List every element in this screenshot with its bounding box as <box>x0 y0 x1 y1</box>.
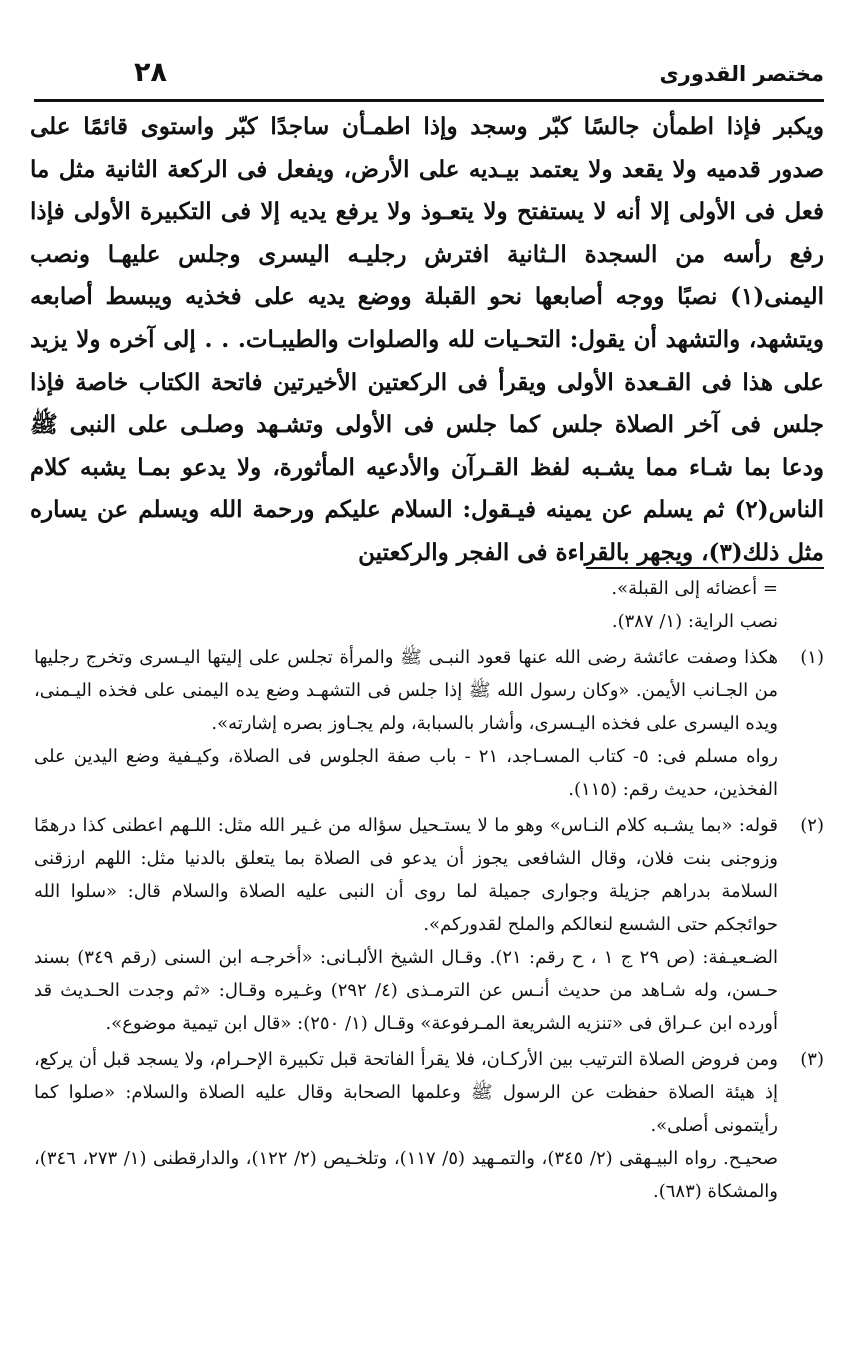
page-header <box>34 46 824 102</box>
header-rule <box>34 99 824 102</box>
footnote-1 <box>34 641 824 806</box>
running-title: مختصر القدورى <box>659 62 824 86</box>
footnote-2 <box>34 809 824 1040</box>
footnote-continuation-line: = أعضائه إلى القبلة». <box>611 578 778 599</box>
footnote-marker: (٣) <box>800 1049 824 1070</box>
main-paragraph: ويكبر فإذا اطمأن جالسًا كبّر وسجد وإذا اطمـأن ساجدًا كبّر واستوى قائمًا على صدور قدميه ولا يقعد ولا يعتمد بيـديه على الأرض، ويفعل فى الركعة الثانية مثل ما فعل فى الأولى إلا أنه لا يستفتح ولا يتعـوذ ولا يرفع يديه إلا فى التكبيرة الأولى فإذا رفع رأسه من السجدة الـثانية افترش رجليـه اليسرى وجلس عليهـا ونصب اليمنى(١) نصبًا ووجه أصابعها نحو القبلة ووضع يديه على فخذيه ويبسط أصابعه ويتشهد، والتشهد أن يقول: التحـيات لله والصلوات والطيبـات. . . إلى آخره ولا يزيد على هذا فى القـعدة الأولى ويقرأ فى الركعتين الأخيرتين فاتحة الكتاب خاصة فإذا جلس فى آخر الصلاة جلس كما جلس فى الأولى وتشـهد وصلـى على النبى ﷺ ودعا بما شـاء مما يشـبه لفظ القـرآن والأدعيه المأثورة، ولا يدعو بمـا يشبه كلام الناس(٢) ثم يسلم عن يمينه فيـقول: السلام عليكم ورحمة الله ويسلم عن يساره مثل ذلك(٣)، ويجهر بالقراءة فى الفجر والركعتين <box>30 113 824 566</box>
footnote-3 <box>34 1043 824 1208</box>
footnote-separator <box>586 567 824 569</box>
footnote-text: قوله: «بما يشـبه كلام النـاس» وهو ما لا يستـحيل سؤاله من غـير الله مثل: اللـهم اعطنى كذا درهمًا وزوجنى بنت فلان، وقال الشافعى يجوز أن يدعو فى الصلاة بما يتعلق بالدنيا مثل: اللهم ارزقنى السلامة بدراهم جزيلة وجوارى جميلة لما روى أن النبى عليه الصلاة والسلام قال: «سلوا الله حوائجكم حتى الشسع لنعالكم والملح لقدوركم». <box>34 815 778 935</box>
footnote-marker: (٢) <box>800 815 824 836</box>
footnote-marker: (١) <box>800 647 824 668</box>
footnote-citation: رواه مسلم فى: ٥- كتاب المسـاجد، ٢١ - باب صفة الجلوس فى الصلاة، وكيـفية وضع اليدين على الفخذين، حديث رقم: (١١٥). <box>34 746 778 800</box>
footnote-citation: الضـعيـفة: (ص ٢٩ ج ١ ، ح رقم: ٢١). وقـال الشيخ الألبـانى: «أخرجـه ابن السنى (رقم ٣٤٩) بسند حـسن، وله شـاهد من حديث أنـس عن الترمـذى (٤/ ٢٩٢) وغـيره وقـال: «ثم وجدت الحـديث قد أورده ابن عـراق فى «تنزيه الشريعة المـرفوعة» وقـال (١/ ٢٥٠): «قال ابن تيمية موضوع». <box>34 947 778 1034</box>
page-number: ٢٨ <box>134 57 167 88</box>
footnote-continuation-line: نصب الراية: (١/ ٣٨٧). <box>611 611 778 632</box>
footnote-text: هكذا وصفت عائشة رضى الله عنها قعود النبـى ﷺ والمرأة تجلس على إليتها اليـسرى وتخرج رجليها من الجـانب الأيمن. «وكان رسول الله ﷺ إذا جلس فى التشهـد وضع يده اليمنى على فخذه اليـمنى، ويده اليسرى على فخذه اليـسرى، وأشار بالسبابة، ولم يجـاوز بصره إشارته». <box>34 647 778 734</box>
footnotes-section <box>34 572 824 1208</box>
main-text-block <box>30 106 824 575</box>
footnote-text: ومن فروض الصلاة الترتيب بين الأركـان، فلا يقرأ الفاتحة قبل تكبيرة الإحـرام، ولا يسجد قبل أن يركع، إذ هيئة الصلاة حفظت عن الرسول ﷺ وعلمها الصحابة وقال عليه الصلاة والسلام: «صلوا كما رأيتمونى أصلى». <box>34 1049 778 1136</box>
footnote-citation: صحيـح. رواه البيـهقى (٢/ ٣٤٥)، والتمـهيد (٥/ ١١٧)، وتلخـيص (٢/ ١٢٢)، والدارقطنى (١/ ٢٧٣، ٣٤٦)، والمشكاة (٦٨٣). <box>34 1148 778 1202</box>
